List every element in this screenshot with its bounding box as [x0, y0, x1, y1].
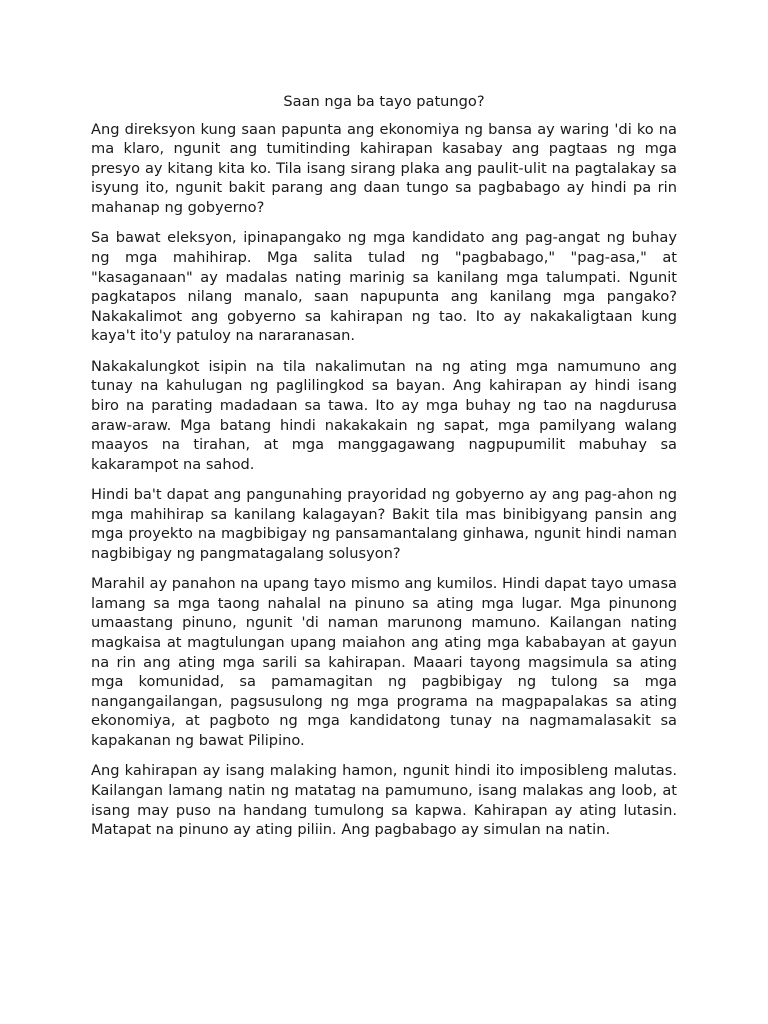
paragraph-5: Marahil ay panahon na upang tayo mismo ang kumilos. Hindi dapat tayo umasa lamang sa mga taong nahalal na pinuno sa ating mga lugar. Mga pinunong umaastang pinuno, ngunit 'di naman marunong mamuno. Kailangan nating magkaisa at magtulungan upang maiahon ang ating mga kababayan at gayun na rin ang ating mga sarili sa kahirapan. Maaari tayong magsimula sa ating mga komunidad, sa pamamagitan ng pagbibigay ng tulong sa mga nangangailangan, pagsusulong ng mga programa na magpapalakas sa ating ekonomiya, at pagboto ng mga kandidatong tunay na nagmamalasakit sa kapakanan ng bawat Pilipino.: [91, 575, 677, 749]
paragraph-2: Sa bawat eleksyon, ipinapangako ng mga kandidato ang pag-angat ng buhay ng mga mahihirap. Mga salita tulad ng "pagbabago," "pag-asa," at "kasaganaan" ay madalas nating marinig sa kanilang mga talumpati. Ngunit pagkatapos nilang manalo, saan napupunta ang kanilang mga pangako? Nakakalimot ang gobyerno sa kahirapan ng tao. Ito ay nakakaligtaan kung kaya't ito'y patuloy na nararanasan.: [91, 229, 677, 345]
paragraph-6: Ang kahirapan ay isang malaking hamon, ngunit hindi ito imposibleng malutas. Kailangan lamang natin ng matatag na pamumuno, isang malakas ang loob, at isang may puso na handang tumulong sa kapwa. Kahirapan ay ating lutasin. Matapat na pinuno ay ating piliin. Ang pagbabago ay simulan na natin.: [91, 762, 677, 839]
document-body: [91, 120, 677, 840]
paragraph-3: Nakakalungkot isipin na tila nakalimutan na ng ating mga namumuno ang tunay na kahulugan ng paglilingkod sa bayan. Ang kahirapan ay hindi isang biro na parating madadaan sa tawa. Ito ay mga buhay ng tao na nagdurusa araw-araw. Mga batang hindi nakakakain ng sapat, mga pamilyang walang maayos na tirahan, at mga manggagawang nagpupumilit mabuhay sa kakarampot na sahod.: [91, 357, 677, 473]
paragraph-1: Ang direksyon kung saan papunta ang ekonomiya ng bansa ay waring 'di ko na ma klaro, ngunit ang tumitinding kahirapan kasabay ang pagtaas ng mga presyo ay kitang kita ko. Tila isang sirang plaka ang paulit-ulit na pagtalakay sa isyung ito, ngunit bakit parang ang daan tungo sa pagbabago ay hindi pa rin mahanap ng gobyerno?: [91, 120, 677, 216]
paragraph-4: Hindi ba't dapat ang pangunahing prayoridad ng gobyerno ay ang pag-ahon ng mga mahihirap sa kanilang kalagayan? Bakit tila mas binibigyang pansin ang mga proyekto na magbibigay ng pansamantalang ginhawa, ngunit hindi naman nagbibigay ng pangmatagalang solusyon?: [91, 486, 677, 562]
page-title: Saan nga ba tayo patungo?: [283, 93, 485, 110]
